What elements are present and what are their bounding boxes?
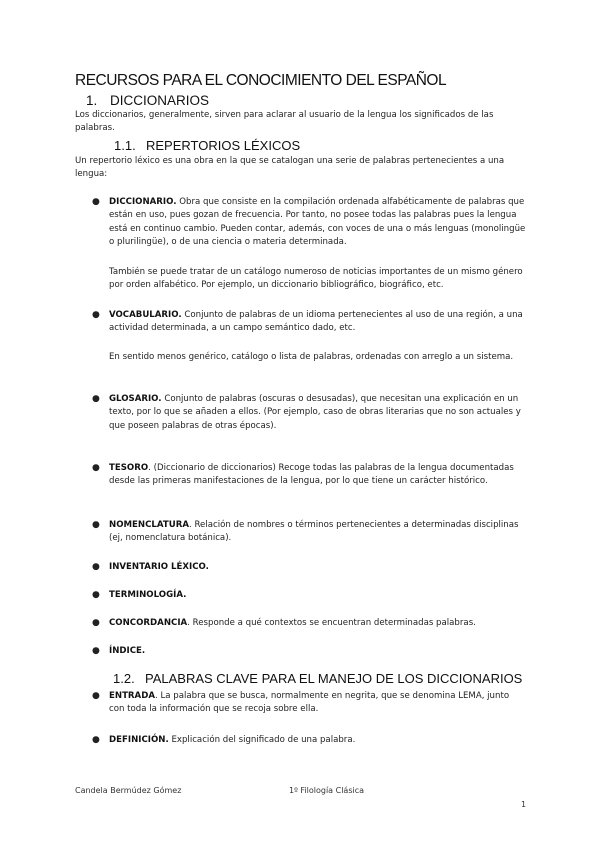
section-1-1-title: REPERTORIOS LÉXICOS xyxy=(146,138,301,153)
list-item-extra: También se puede tratar de un catálogo numeroso de noticias importantes de un mismo género por orden alfabético. Por ejemplo, un diccionario bibliográfico, biográfico, etc. xyxy=(109,267,523,291)
section-1-1-heading xyxy=(114,138,300,153)
term: DEFINICIÓN. xyxy=(109,735,169,745)
section-1-heading xyxy=(86,93,209,108)
bullet-icon: ● xyxy=(92,310,100,320)
section-1-number: 1. xyxy=(86,93,98,108)
definition: . Relación de nombres o términos pertenecientes a determinadas disciplinas (ej, nomenclatura botánica). xyxy=(109,520,519,544)
list-item-extra: En sentido menos genérico, catálogo o lista de palabras, ordenadas con arreglo a un sistema. xyxy=(109,352,514,362)
section-1-1-intro: Un repertorio léxico es una obra en la que se catalogan una serie de palabras pertenecientes a una lengua: xyxy=(75,156,505,180)
term: TERMINOLOGÍA. xyxy=(109,590,187,600)
definition: Conjunto de palabras (oscuras o desusadas), que necesitan una explicación en un texto, por lo que se añaden a ellos. (Por ejemplo, caso de obras literarias que no son actuales y que poseen palabras de otras épocas). xyxy=(109,394,521,431)
term: CONCORDANCIA xyxy=(109,618,188,628)
term: NOMENCLATURA xyxy=(109,520,189,530)
page-number: 1 xyxy=(521,800,527,809)
section-1-title: DICCIONARIOS xyxy=(110,93,210,108)
bullet-icon: ● xyxy=(92,646,100,656)
bullet-icon: ● xyxy=(92,520,100,530)
section-1-intro: Los diccionarios, generalmente, sirven para aclarar al usuario de la lengua los significados de las palabras. xyxy=(75,110,494,134)
term: VOCABULARIO. xyxy=(109,310,182,320)
section-1-1-number: 1.1. xyxy=(114,138,136,153)
footer-author: Candela Bermúdez Gómez xyxy=(75,786,182,795)
bullet-icon: ● xyxy=(92,691,100,701)
section-1-2-title: PALABRAS CLAVE PARA EL MANEJO DE LOS DICCIONARIOS xyxy=(145,671,523,686)
section-1-2-number: 1.2. xyxy=(113,671,135,686)
term: TESORO xyxy=(109,463,149,473)
bullet-icon: ● xyxy=(92,394,100,404)
bullet-icon: ● xyxy=(92,562,100,572)
definition: . La palabra que se busca, normalmente en negrita, que se denomina LEMA, junto con toda la información que se recoja sobre ella. xyxy=(109,691,510,715)
bullet-icon: ● xyxy=(92,197,100,207)
definition: . (Diccionario de diccionarios) Recoge todas las palabras de la lengua documentadas desde las primeras manifestaciones de la lengua, por lo que tiene un carácter histórico. xyxy=(109,463,514,487)
term: ENTRADA xyxy=(109,691,155,701)
bullet-icon: ● xyxy=(92,618,100,628)
definition: Explicación del significado de una palabra. xyxy=(168,735,356,745)
bullet-icon: ● xyxy=(92,463,100,473)
bullet-icon: ● xyxy=(92,735,100,745)
term: INVENTARIO LÉXICO. xyxy=(109,562,209,572)
footer-course: 1º Filología Clásica xyxy=(289,786,365,795)
definition: Obra que consiste en la compilación ordenada alfabéticamente de palabras que están en uso, pues gozan de frecuencia. Por tanto, no posee todas las palabras pues la lengua está en continuo cambio. Pueden contar, además, con voces de una o más lenguas (monolingüe o plurilingüe), o de una ciencia o materia determinada. xyxy=(109,197,526,248)
term: GLOSARIO. xyxy=(109,394,162,404)
document-title: RECURSOS PARA EL CONOCIMIENTO DEL ESPAÑOL xyxy=(75,72,447,89)
term: ÍNDICE. xyxy=(109,646,146,656)
term: DICCIONARIO. xyxy=(109,197,177,207)
definition: . Responde a qué contextos se encuentran determinadas palabras. xyxy=(187,618,476,628)
bullet-icon: ● xyxy=(92,590,100,600)
definition: Conjunto de palabras de un idioma pertenecientes al uso de una región, a una actividad determinada, a un campo semántico dado, etc. xyxy=(109,310,523,334)
section-1-2-heading xyxy=(113,671,522,686)
